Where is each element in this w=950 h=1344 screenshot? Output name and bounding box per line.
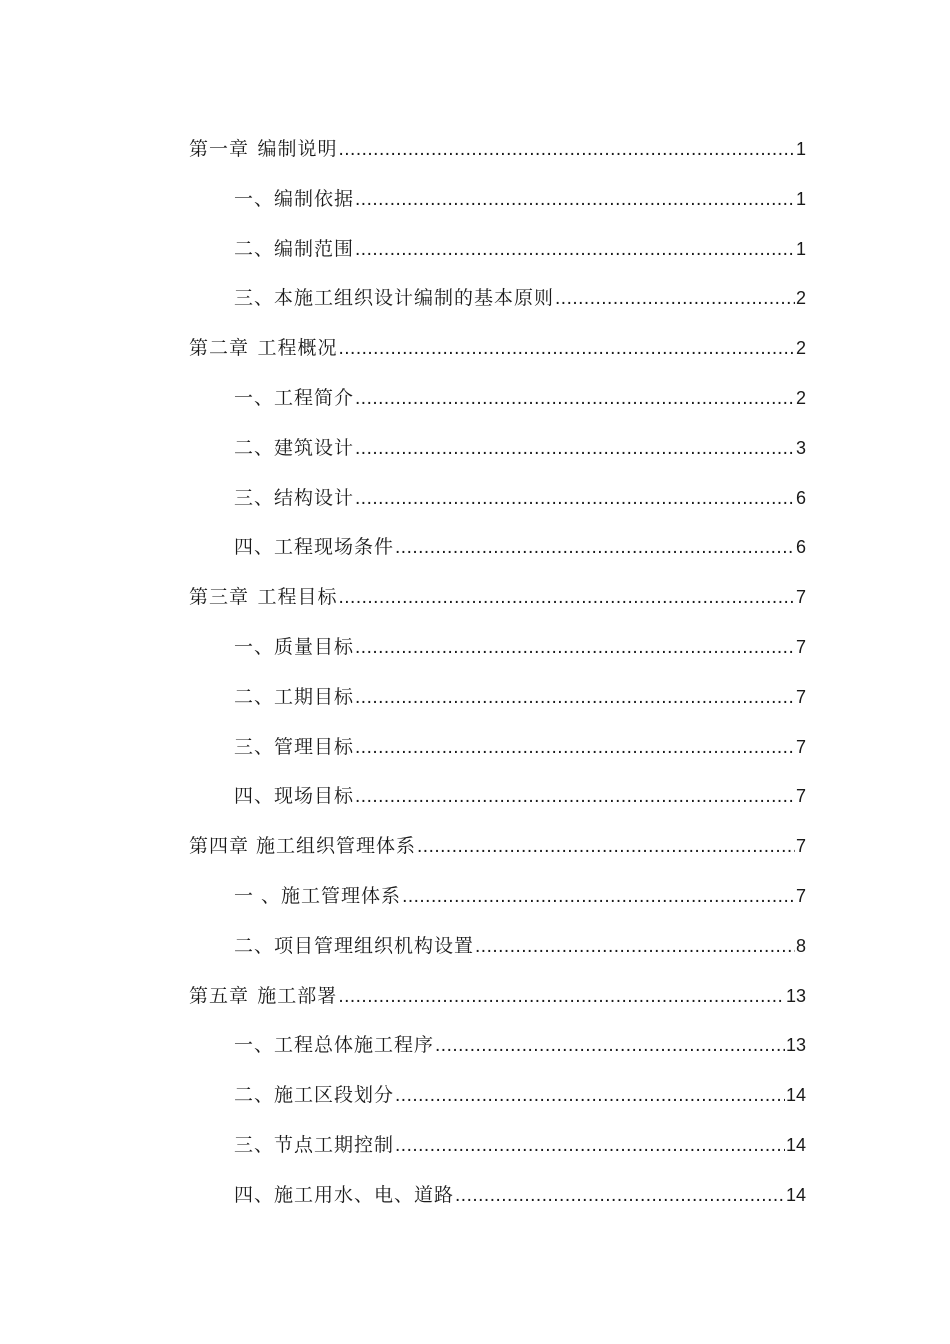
- toc-page-number: 2: [795, 387, 806, 408]
- toc-entry-number: 三、: [234, 287, 275, 310]
- toc-entry-number: 一、: [234, 635, 275, 658]
- toc-entry-title: 质量目标: [274, 635, 355, 658]
- toc-dot-leader: [355, 673, 795, 723]
- toc-dot-leader: [395, 1121, 785, 1171]
- toc-section-entry[interactable]: [189, 175, 806, 225]
- toc-entry-number: 三、: [234, 1133, 275, 1156]
- toc-entry-title: 编制范围: [274, 237, 355, 260]
- toc-section-entry[interactable]: [189, 1171, 806, 1221]
- toc-page-number: 6: [795, 487, 806, 508]
- toc-entry-title: 工程现场条件: [274, 536, 395, 559]
- toc-page-number: 13: [785, 1035, 806, 1056]
- toc-section-entry[interactable]: [189, 274, 806, 324]
- toc-dot-leader: [339, 324, 795, 374]
- toc-chapter-entry[interactable]: [189, 822, 806, 872]
- toc-entry-title: 工程目标: [257, 586, 338, 609]
- toc-page-number: 14: [785, 1134, 806, 1155]
- toc-entry-title: 编制说明: [257, 138, 338, 160]
- toc-entry-number: 一 、: [234, 884, 282, 907]
- toc-page-number: 7: [795, 686, 806, 707]
- toc-entry-title: 节点工期控制: [274, 1133, 395, 1156]
- toc-page-number: 14: [785, 1085, 806, 1106]
- toc-dot-leader: [355, 623, 795, 673]
- toc-entry-number: 一、: [234, 187, 275, 210]
- toc-page-number: 13: [785, 985, 806, 1006]
- toc-page-number: 1: [795, 238, 806, 259]
- toc-entry-title: 本施工组织设计编制的基本原则: [274, 287, 555, 310]
- toc-entry-title: 施工用水、电、道路: [274, 1183, 455, 1206]
- toc-section-entry[interactable]: [189, 1071, 806, 1121]
- toc-dot-leader: [555, 274, 795, 324]
- toc-entry-number: 二、: [234, 237, 275, 260]
- toc-entry-title: 管理目标: [274, 735, 355, 758]
- toc-section-entry[interactable]: [189, 474, 806, 524]
- toc-section-entry[interactable]: [189, 1021, 806, 1071]
- toc-dot-leader: [355, 474, 795, 524]
- toc-entry-number: 四、: [234, 536, 275, 559]
- toc-section-entry[interactable]: [189, 623, 806, 673]
- toc-section-entry[interactable]: [189, 872, 806, 922]
- toc-section-entry[interactable]: [189, 225, 806, 275]
- toc-entry-number: 二、: [234, 436, 275, 459]
- toc-page-number: 3: [795, 437, 806, 458]
- toc-entry-number: 第五章: [189, 984, 250, 1007]
- toc-entry-title: 编制依据: [274, 187, 355, 210]
- toc-entry-number: 第一章: [189, 138, 250, 160]
- toc-entry-title: 项目管理组织机构设置: [274, 934, 475, 957]
- toc-dot-leader: [355, 723, 795, 773]
- toc-dot-leader: [355, 225, 795, 275]
- toc-page-number: 7: [795, 786, 806, 807]
- toc-entry-number: 二、: [234, 934, 275, 957]
- toc-section-entry[interactable]: [189, 523, 806, 573]
- toc-dot-leader: [355, 772, 795, 822]
- toc-page-number: 1: [795, 188, 806, 209]
- toc-dot-leader: [395, 1071, 785, 1121]
- toc-section-entry[interactable]: [189, 673, 806, 723]
- toc-entry-title: 建筑设计: [274, 436, 355, 459]
- toc-page-number: 7: [795, 636, 806, 657]
- toc-entry-title: 施工管理体系: [281, 884, 402, 907]
- toc-chapter-entry[interactable]: [189, 573, 806, 623]
- toc-entry-number: 二、: [234, 1084, 275, 1107]
- toc-entry-title: 施工组织管理体系: [256, 835, 417, 858]
- toc-section-entry[interactable]: [189, 922, 806, 972]
- toc-page-number: 6: [795, 537, 806, 558]
- toc-entry-number: 第三章: [189, 586, 250, 609]
- toc-dot-leader: [339, 573, 795, 623]
- toc-page-number: 7: [795, 885, 806, 906]
- toc-entry-title: 施工区段划分: [274, 1084, 395, 1107]
- toc-dot-leader: [339, 125, 795, 175]
- toc-entry-title: 工程简介: [274, 386, 355, 409]
- toc-entry-title: 工程概况: [257, 337, 338, 360]
- toc-chapter-entry[interactable]: [189, 324, 806, 374]
- toc-section-entry[interactable]: [189, 1121, 806, 1171]
- toc-dot-leader: [475, 922, 795, 972]
- toc-entry-number: 一、: [234, 386, 275, 409]
- toc-chapter-entry[interactable]: [189, 972, 806, 1022]
- toc-page-number: 7: [795, 736, 806, 757]
- toc-entry-title: 结构设计: [274, 486, 355, 509]
- toc-chapter-entry[interactable]: [189, 125, 806, 175]
- toc-dot-leader: [395, 523, 795, 573]
- toc-page-number: 14: [785, 1184, 806, 1205]
- toc-dot-leader: [355, 424, 795, 474]
- toc-dot-leader: [455, 1171, 785, 1221]
- toc-section-entry[interactable]: [189, 772, 806, 822]
- toc-page-number: 7: [795, 836, 806, 857]
- toc-entry-title: 施工部署: [257, 984, 338, 1007]
- toc-entry-title: 工程总体施工程序: [274, 1034, 435, 1057]
- toc-entry-number: 四、: [234, 1183, 275, 1206]
- toc-page-number: 7: [795, 587, 806, 608]
- toc-entry-number: 三、: [234, 735, 275, 758]
- toc-page-number: 2: [795, 288, 806, 309]
- toc-entry-number: 第二章: [189, 337, 250, 360]
- toc-section-entry[interactable]: [189, 424, 806, 474]
- toc-entry-number: 二、: [234, 685, 275, 708]
- table-of-contents: [189, 125, 806, 1221]
- toc-dot-leader: [355, 374, 795, 424]
- toc-entry-title: 工期目标: [274, 685, 355, 708]
- toc-entry-number: 第四章: [189, 835, 250, 858]
- toc-dot-leader: [417, 822, 795, 872]
- toc-page-number: 2: [795, 338, 806, 359]
- toc-dot-leader: [338, 972, 785, 1022]
- toc-dot-leader: [402, 872, 795, 922]
- toc-section-entry[interactable]: [189, 374, 806, 424]
- toc-dot-leader: [355, 175, 795, 225]
- toc-entry-number: 三、: [234, 486, 275, 509]
- toc-section-entry[interactable]: [189, 723, 806, 773]
- toc-entry-number: 一、: [234, 1034, 275, 1057]
- toc-entry-number: 四、: [234, 785, 275, 808]
- toc-page-number: 1: [795, 139, 806, 159]
- toc-entry-title: 现场目标: [274, 785, 355, 808]
- toc-page-number: 8: [795, 935, 806, 956]
- toc-dot-leader: [435, 1021, 785, 1071]
